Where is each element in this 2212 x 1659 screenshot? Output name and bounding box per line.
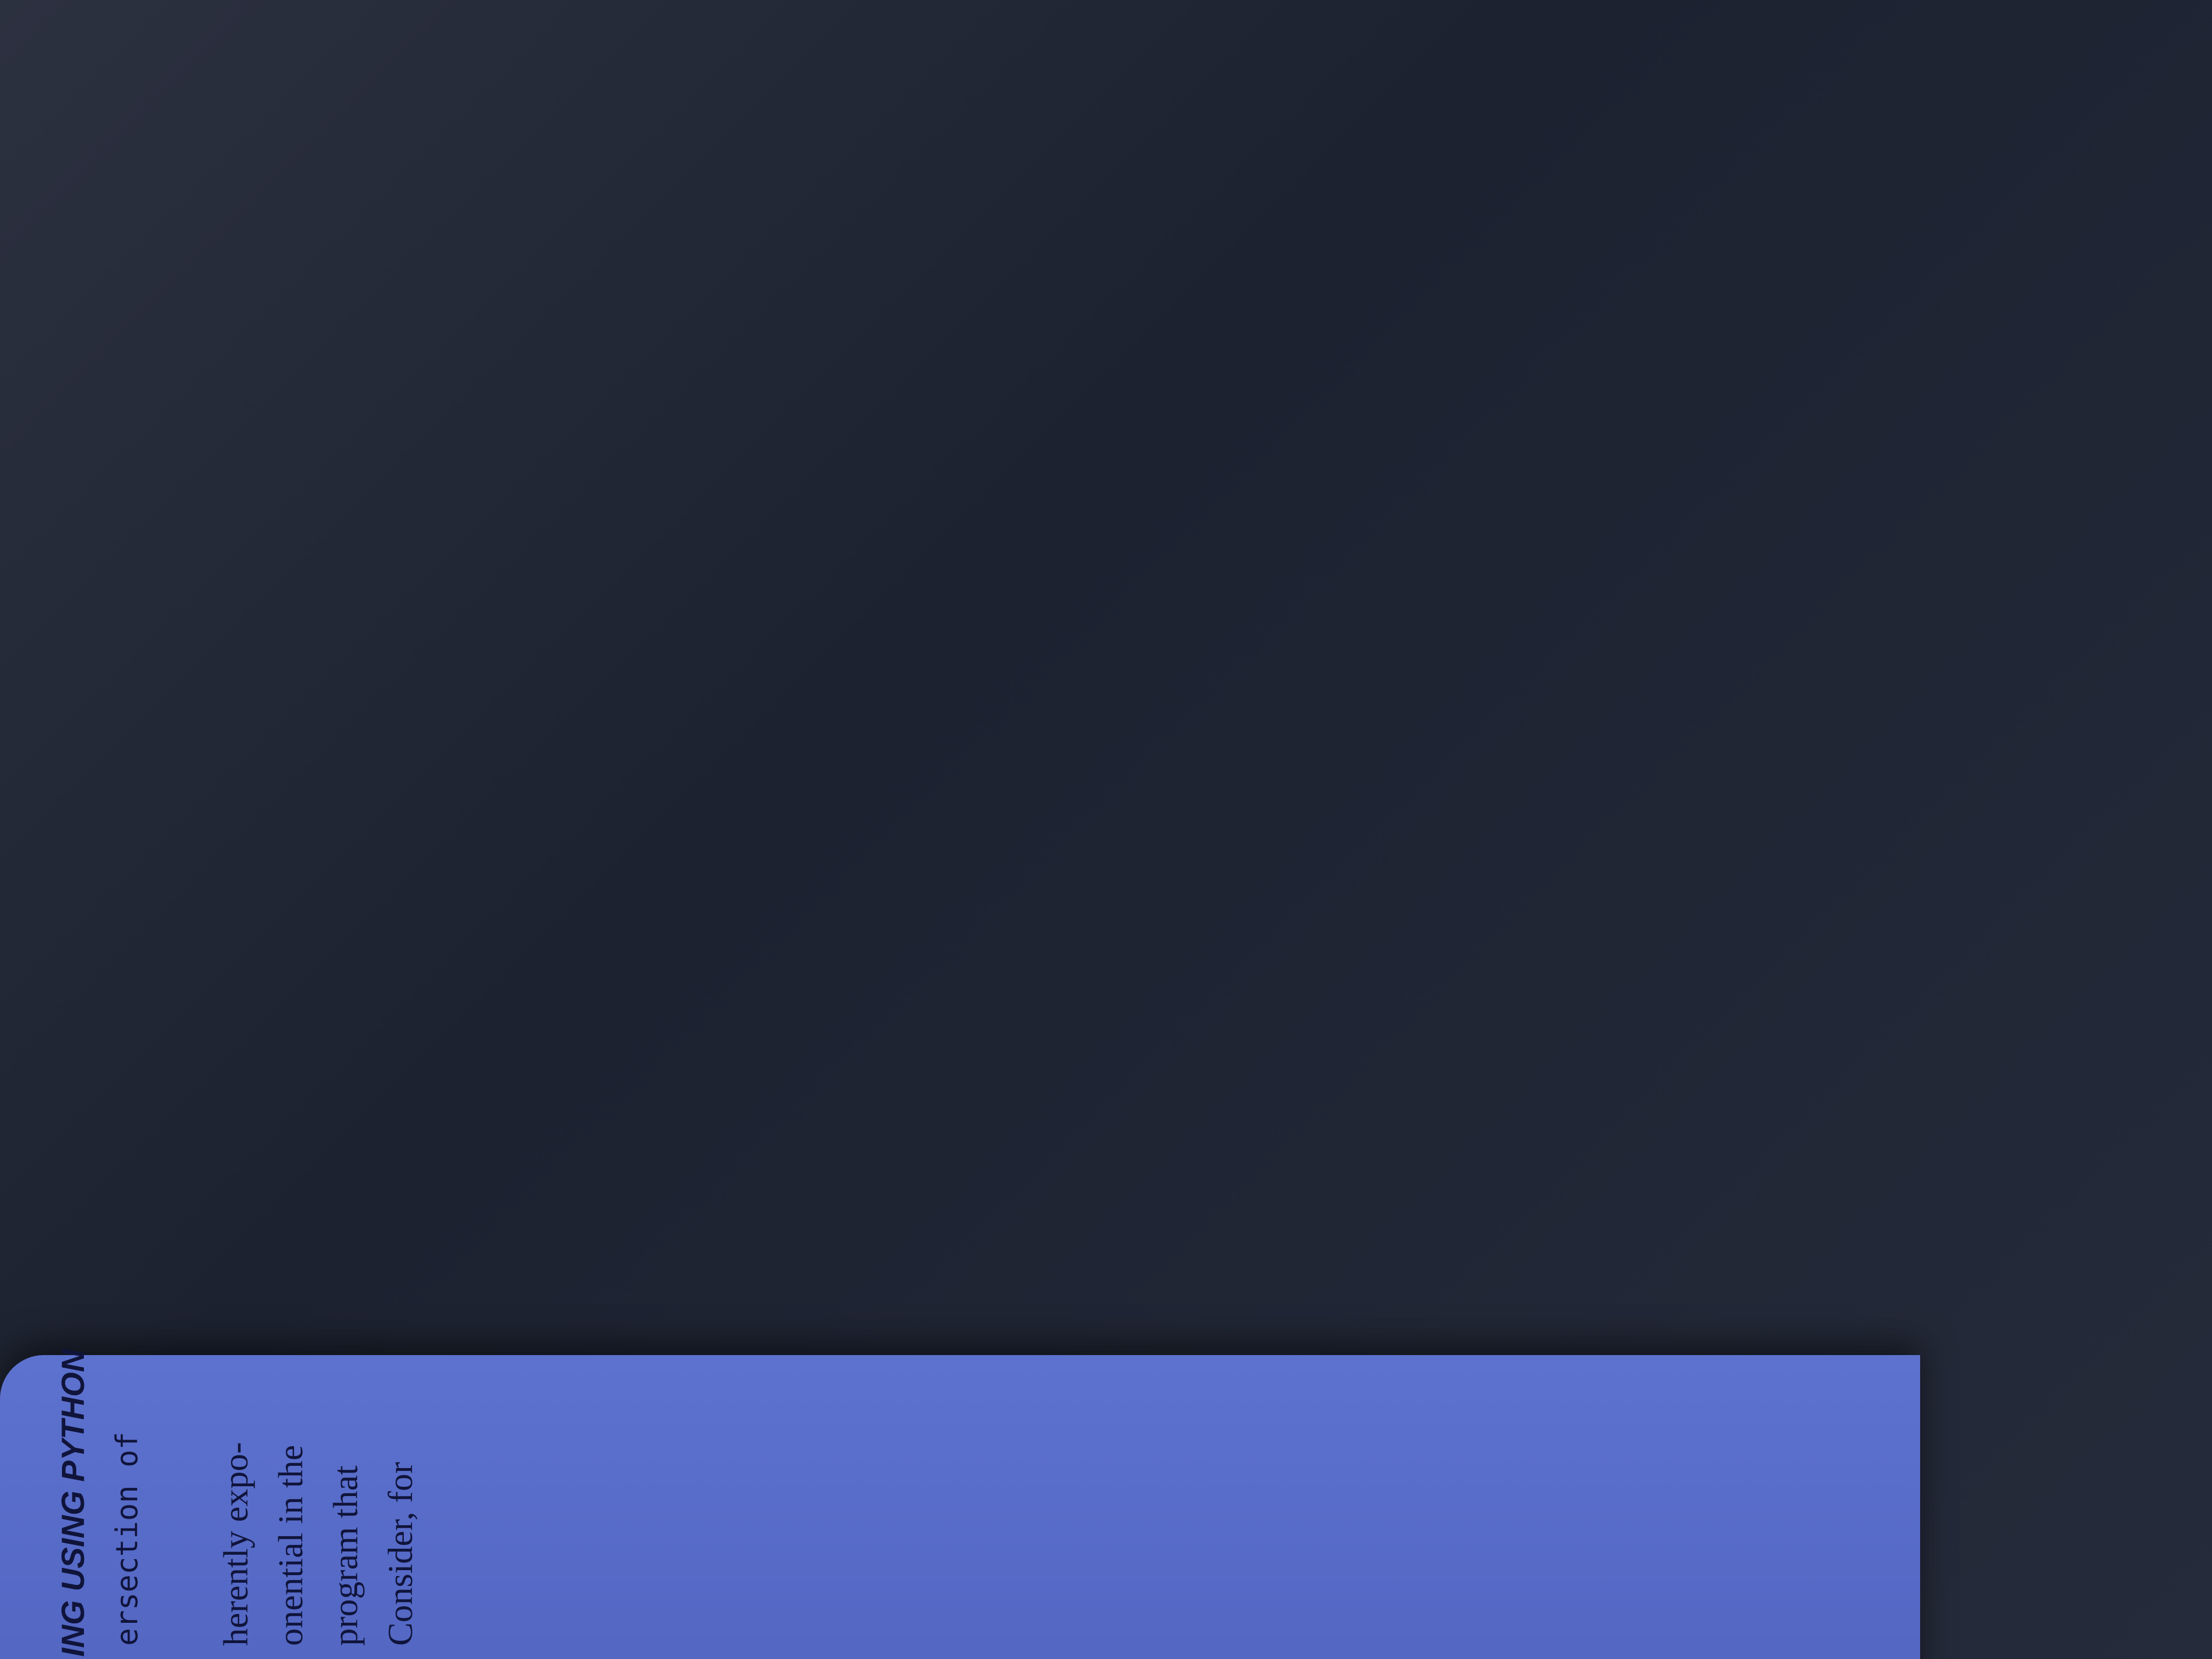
left-running-head: ING USING PYTHON <box>55 1349 91 1657</box>
left-text-line: Consider, for <box>381 1462 420 1646</box>
left-code-fragment: ersection of <box>110 1431 144 1646</box>
paragraph-1 <box>1782 1650 1963 1659</box>
body-text <box>1782 1650 2179 1659</box>
left-text-line: program that <box>326 1465 365 1646</box>
left-text-lines <box>208 1442 428 1646</box>
left-text-line: herently expo- <box>216 1442 255 1646</box>
left-page-content <box>44 724 420 1657</box>
paragraph-2 <box>1948 1652 2172 1659</box>
left-text-line: onential in the <box>271 1444 310 1646</box>
